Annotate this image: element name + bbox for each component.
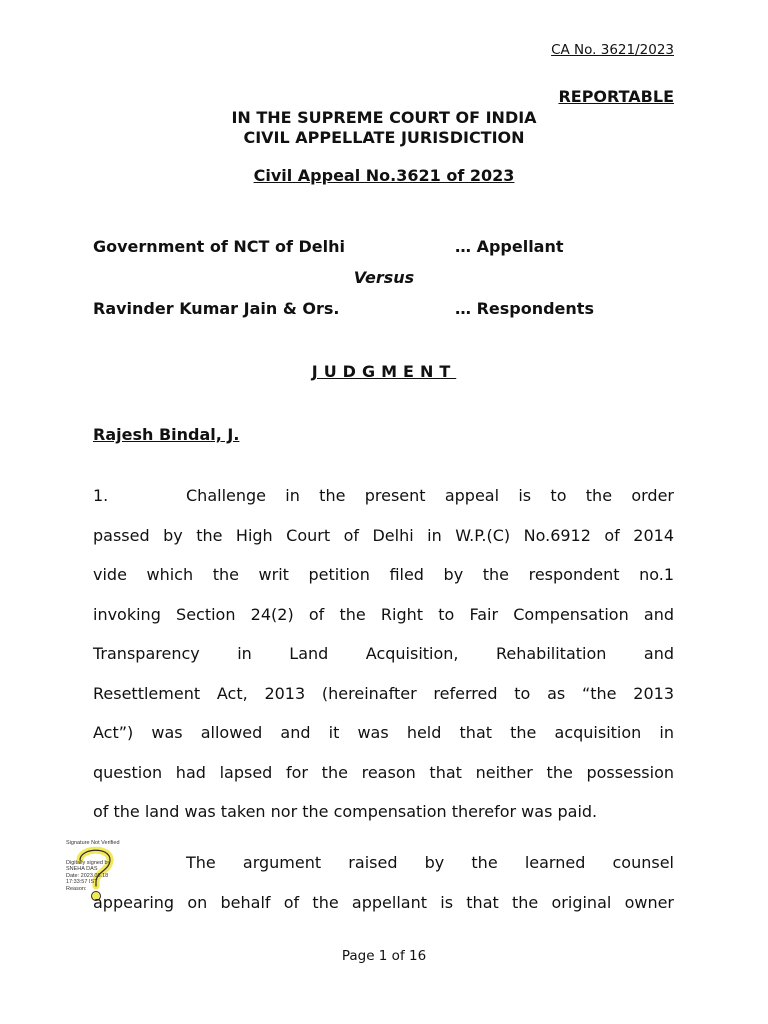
- respondent-name: Ravinder Kumar Jain & Ors.: [93, 299, 340, 318]
- appeal-title: Civil Appeal No.3621 of 2023: [253, 166, 515, 185]
- signature-line: SNEHA DAS: [66, 866, 98, 873]
- paragraph-line: question had lapsed for the reason that neither the possession: [93, 762, 674, 782]
- respondent-role: … Respondents: [455, 299, 594, 318]
- paragraph-1: [93, 476, 674, 832]
- judge-name: Rajesh Bindal, J.: [93, 425, 240, 444]
- signature-line: Date: 2023.05.18: [66, 872, 109, 879]
- paragraph-2: [93, 843, 674, 922]
- case-reference: CA No. 3621/2023: [551, 42, 674, 58]
- paragraph-text: The argument raised by the learned counsel: [186, 853, 674, 872]
- appellant-role: … Appellant: [455, 237, 564, 256]
- judgment-heading: JUDGMENT: [311, 362, 457, 381]
- signature-line: Digitally signed by: [66, 859, 111, 866]
- signature-line: 17:33:57 IST: [66, 879, 98, 886]
- paragraph-line: invoking Section 24(2) of the Right to Fair Compensation and: [93, 604, 674, 624]
- paragraph-number: 1.: [93, 486, 109, 505]
- paragraph-line: [93, 843, 674, 883]
- paragraph-line: [93, 476, 674, 516]
- signature-line: Signature Not Verified: [66, 840, 120, 846]
- jurisdiction: CIVIL APPELLATE JURISDICTION: [243, 128, 525, 147]
- versus-label: Versus: [353, 268, 415, 287]
- paragraph-line: Transparency in Land Acquisition, Rehabilitation and: [93, 644, 674, 663]
- reportable-label: REPORTABLE: [558, 87, 674, 106]
- page-number: Page 1 of 16: [341, 948, 427, 964]
- paragraph-line: of the land was taken nor the compensation therefor was paid.: [93, 802, 598, 821]
- signature-line: Reason:: [66, 885, 87, 892]
- appellant-name: Government of NCT of Delhi: [93, 237, 345, 256]
- paragraph-line: appearing on behalf of the appellant is that the original owner: [93, 892, 674, 912]
- paragraph-number: [93, 843, 186, 883]
- paragraph-line: passed by the High Court of Delhi in W.P.(C) No.6912 of 2014: [93, 525, 674, 545]
- court-name: IN THE SUPREME COURT OF INDIA: [231, 108, 537, 127]
- paragraph-line: vide which the writ petition filed by the respondent no.1: [93, 565, 674, 584]
- paragraph-line: Resettlement Act, 2013 (hereinafter referred to as “the 2013: [93, 683, 674, 703]
- paragraph-line: Act”) was allowed and it was held that the acquisition in: [93, 723, 674, 742]
- paragraph-text: Challenge in the present appeal is to the order: [186, 486, 674, 505]
